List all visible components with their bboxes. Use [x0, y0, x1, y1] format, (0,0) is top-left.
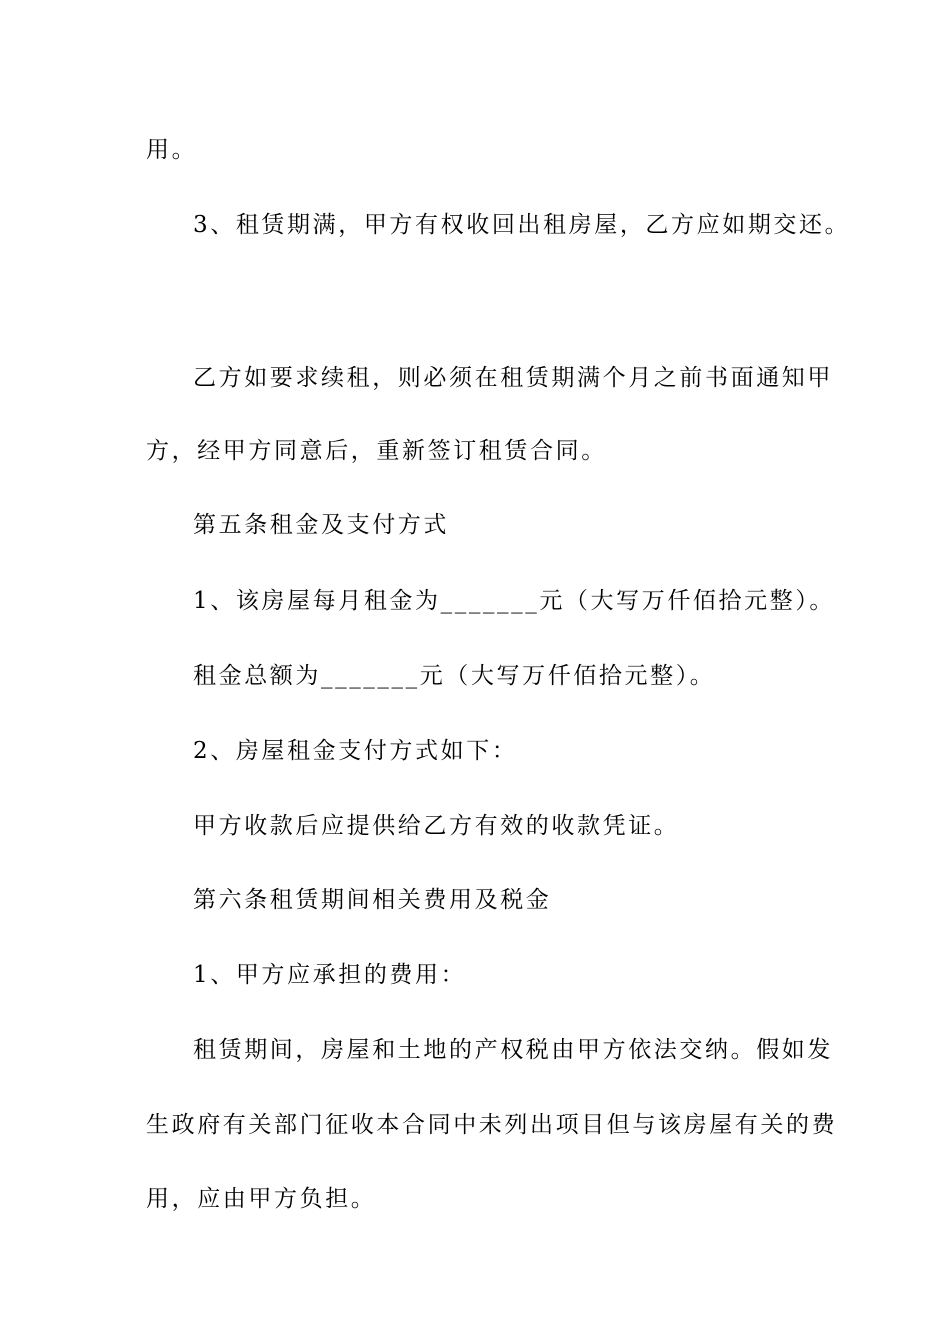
section-heading: 第六条租赁期间相关费用及税金 [193, 887, 552, 913]
paragraph-line: 方，经甲方同意后，重新签订租赁合同。 [146, 438, 607, 464]
section-heading: 第五条租金及支付方式 [193, 512, 449, 538]
clause-line: 2、房屋租金支付方式如下： [193, 738, 518, 764]
paragraph-line: 用，应由甲方负担。 [146, 1186, 377, 1212]
paragraph-line: 乙方如要求续租，则必须在租赁期满个月之前书面通知甲 [193, 365, 833, 391]
paragraph-line: 生政府有关部门征收本合同中未列出项目但与该房屋有关的费 [146, 1112, 838, 1138]
paragraph-line: 租赁期间，房屋和土地的产权税由甲方依法交纳。假如发 [193, 1037, 833, 1063]
clause-line: 3、租赁期满，甲方有权收回出租房屋，乙方应如期交还。 [193, 212, 851, 238]
paragraph-line: 租金总额为_______元（大写万仟佰拾元整）。 [193, 663, 716, 689]
clause-line: 1、该房屋每月租金为_______元（大写万仟佰拾元整）。 [193, 588, 836, 614]
paragraph-line: 用。 [146, 137, 198, 163]
paragraph-line: 甲方收款后应提供给乙方有效的收款凭证。 [193, 813, 680, 839]
clause-line: 1、甲方应承担的费用： [193, 962, 467, 988]
